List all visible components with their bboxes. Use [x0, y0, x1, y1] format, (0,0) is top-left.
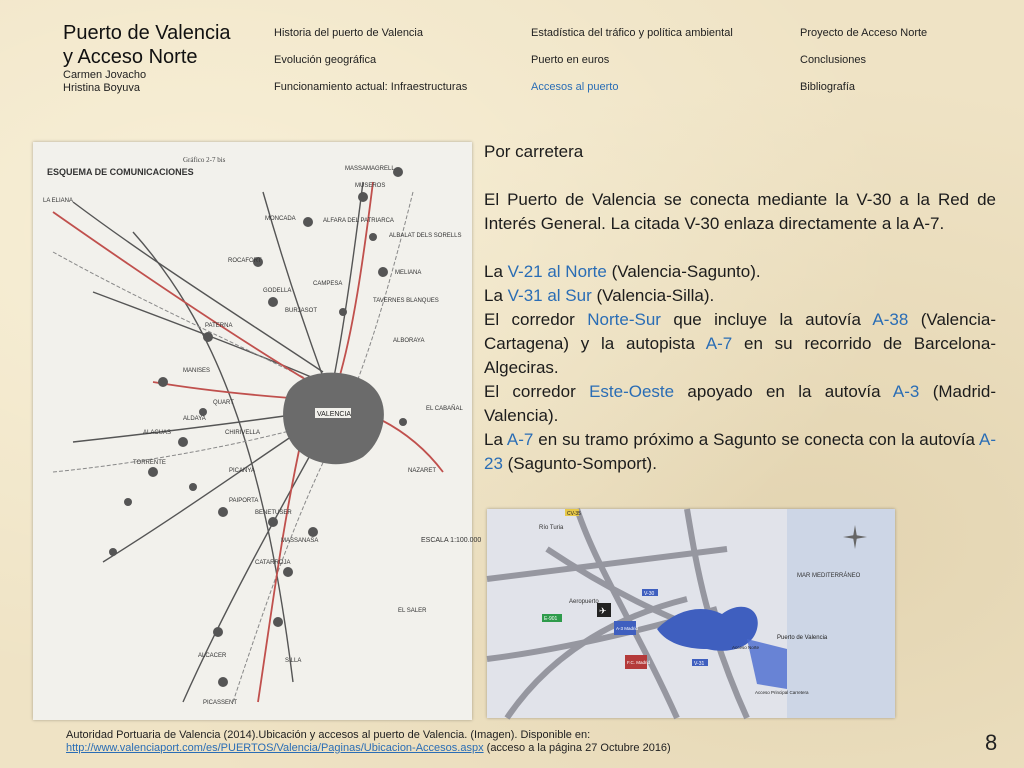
- map-place: NAZARET: [408, 468, 437, 474]
- highlight-v21: V-21 al Norte: [507, 262, 607, 281]
- map-place: MASSAMAGRELL: [345, 166, 395, 172]
- highlight-v31: V-31 al Sur: [507, 286, 592, 305]
- communications-scheme-map: [33, 142, 482, 720]
- text: La: [484, 430, 507, 449]
- map-place: EL CABAÑAL: [426, 406, 463, 412]
- map-place: MELIANA: [395, 270, 422, 276]
- corridor-norte-sur: [484, 308, 996, 380]
- nav-link-evolucion[interactable]: Evolución geográfica: [274, 54, 377, 66]
- highlight-este-oeste: Este-Oeste: [589, 382, 675, 401]
- author-2: Hristina Boyuva: [63, 82, 141, 94]
- map-place: BENETUSER: [255, 510, 292, 516]
- text: El corredor: [484, 310, 588, 329]
- text: (Valencia-Silla).: [591, 286, 715, 305]
- citation-link-row: [66, 742, 671, 755]
- map-scale: ESCALA 1:100.000: [421, 537, 482, 544]
- text: La: [484, 286, 508, 305]
- map-place: BURJASOT: [285, 308, 318, 314]
- citation-access-date: (acceso a la página 27 Octubre 2016): [483, 742, 671, 754]
- citation-footer: [66, 729, 671, 755]
- map-place: PICASSENT: [203, 700, 238, 706]
- map-place: ALFARA DEL PATRIARCA: [323, 218, 394, 224]
- paragraph-intro: El Puerto de Valencia se conecta mediante la V-30 a la Red de Interés General. La citada V-30 enlaza directamente a la A-7.: [484, 190, 996, 233]
- page-number: 8: [985, 730, 998, 755]
- map-place: ALBORAYA: [393, 338, 425, 344]
- title-line-1: Puerto de Valencia: [63, 22, 231, 44]
- map-place: CHIRIVELLA: [225, 430, 261, 436]
- label-rio: Río Turia: [539, 525, 564, 531]
- presentation-title-block: [63, 21, 263, 95]
- text: en su tramo próximo a Sagunto se conecta con la autovía: [533, 430, 979, 449]
- text: (Valencia-Sagunto).: [606, 262, 761, 281]
- nav-link-historia[interactable]: Historia del puerto de Valencia: [274, 27, 423, 39]
- route-a7-a23: [484, 428, 996, 476]
- map-title: ESQUEMA DE COMUNICACIONES: [47, 167, 194, 177]
- nav-link-bibliografia[interactable]: Bibliografía: [800, 81, 856, 93]
- nav-link-accesos[interactable]: Accesos al puerto: [531, 81, 619, 93]
- highlight-a7: A-7: [506, 430, 534, 449]
- map-chart-label: Gráfico 2-7 bis: [183, 156, 226, 164]
- nav-link-estadistica[interactable]: Estadística del tráfico y política ambiental: [531, 27, 733, 39]
- port-access-map: [487, 509, 895, 718]
- text: El corredor: [484, 382, 590, 401]
- text: La: [484, 262, 508, 281]
- text: (Valencia-Cartagena) y la autopista: [484, 310, 996, 353]
- highlight-a3: A-3: [892, 382, 920, 401]
- map-place: MASSANASA: [281, 538, 319, 544]
- nav-column-3: [800, 26, 927, 107]
- map-place: PICANYA: [229, 468, 255, 474]
- nav-link-puerto-euros[interactable]: Puerto en euros: [531, 54, 610, 66]
- highlight-a7: A-7: [705, 334, 733, 353]
- label-port: Puerto de Valencia: [777, 635, 828, 641]
- text: en su recorrido de Barcelona-Algeciras.: [484, 334, 996, 377]
- highlight-a38: A-38: [872, 310, 909, 329]
- route-v21: [484, 260, 996, 284]
- text: (Madrid-Valencia).: [484, 382, 996, 425]
- map-place: MONCADA: [265, 216, 296, 222]
- map-place: PAIPORTA: [229, 498, 259, 504]
- citation-text: Autoridad Portuaria de Valencia (2014).Ubicación y accesos al puerto de Valencia. (Imagen). Disponible en:: [66, 729, 591, 741]
- map-place: GODELLA: [263, 288, 292, 294]
- main-content: [484, 140, 996, 476]
- map-place: MUSEROS: [355, 183, 386, 189]
- airport-icon: ✈: [599, 607, 607, 617]
- nav-link-funcionamiento[interactable]: Funcionamiento actual: Infraestructuras: [274, 81, 468, 93]
- map-place: ALACUAS: [143, 430, 172, 436]
- label-sea: MAR MEDITERRÁNEO: [797, 573, 861, 579]
- text: que incluye la autovía: [660, 310, 873, 329]
- map-place: TORRENTE: [133, 460, 166, 466]
- text: (Sagunto-Somport).: [502, 454, 657, 473]
- map-place: PATERNA: [205, 323, 233, 329]
- map-place: TAVERNES BLANQUES: [373, 298, 439, 304]
- label-e901: E-901: [544, 616, 558, 622]
- label-a3: A-3 Madrid: [616, 626, 639, 631]
- map-place: EL SALER: [398, 608, 427, 614]
- map-place: ALBALAT DELS SORELLS: [389, 233, 462, 239]
- map-place: QUART: [213, 400, 234, 406]
- highlight-a23: A-23: [484, 430, 996, 473]
- map-place: MANISES: [183, 368, 211, 374]
- map-place: CATARROJA: [255, 560, 291, 566]
- nav-link-proyecto[interactable]: Proyecto de Acceso Norte: [800, 27, 928, 39]
- author-1: Carmen Jovacho: [63, 69, 147, 81]
- nav-column-2: [531, 26, 733, 107]
- nav-column-1: [274, 26, 467, 107]
- section-heading: Por carretera: [484, 142, 584, 161]
- label-airport: Aeropuerto: [569, 599, 599, 605]
- nav-link-conclusiones[interactable]: Conclusiones: [800, 54, 867, 66]
- citation-link[interactable]: http://www.valenciaport.com/es/PUERTOS/Valencia/Paginas/Ubicacion-Accesos.aspx: [66, 742, 484, 754]
- map-center-label: VALENCIA: [317, 411, 352, 418]
- label-fc: F.C. Madrid: [627, 660, 651, 665]
- route-v31: [484, 284, 996, 308]
- corridor-este-oeste: [484, 380, 996, 428]
- label-v31: V-31: [694, 661, 705, 667]
- text: apoyado en la autovía: [674, 382, 893, 401]
- map-place: ALDAYA: [183, 416, 206, 422]
- map-place: ROCAFORT: [228, 258, 262, 264]
- map-place: CAMPESA: [313, 281, 343, 287]
- title-line-2: y Acceso Norte: [63, 46, 198, 68]
- map-place: LA ELIANA: [43, 198, 74, 204]
- label-cv35: CV-35: [567, 511, 581, 517]
- label-acceso-norte: Acceso Norte: [732, 645, 760, 650]
- label-v30: V-30: [644, 591, 655, 597]
- map-place: ALCACER: [198, 653, 227, 659]
- map-place: SILLA: [285, 658, 302, 664]
- highlight-norte-sur: Norte-Sur: [587, 310, 661, 329]
- label-acceso-sur: Acceso Principal Carretera: [755, 690, 809, 695]
